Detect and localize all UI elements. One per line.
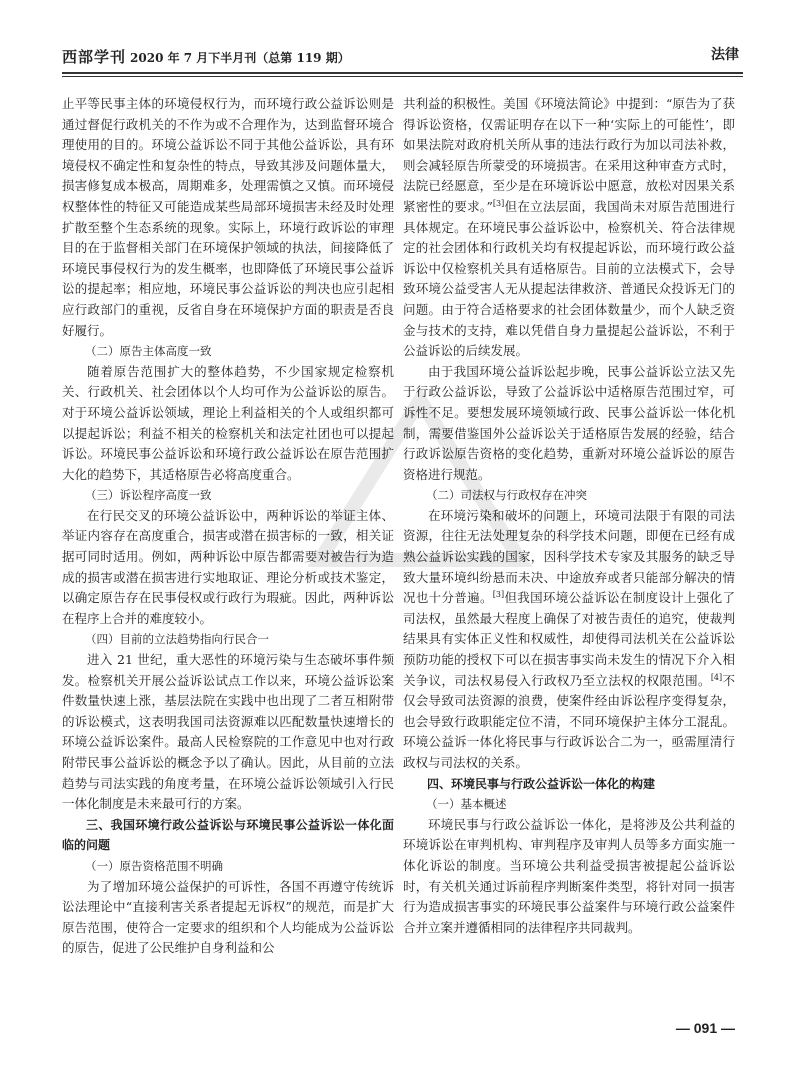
paragraph: 进入 21 世纪，重大恶性的环境污染与生态破坏事件频发。检察机关开展公益诉讼试点工作以来，环境公益诉讼案件数量快速上涨，基层法院在实践中也出现了二者互相附带的诉讼模式，这表明我国司法资源难以匹配数量快速增长的环境公益诉讼案件。最高人民检察院的工作意见中也对行政附带民事公益诉讼的概念予以了确认。因此，从目前的立法趋势与司法实践的角度考量，在环境公益诉讼领域引入行民一体化制度是未来最可行的方案。 (62, 652, 394, 812)
paragraph: 随着原告范围扩大的整体趋势，不少国家规定检察机关、行政机关、社会团体以个人均可作为公益诉讼的原告。对于环境公益诉讼领域，理论上利益相关的个人或组织都可以提起诉讼；利益不相关的检察机关和法定社团也可以提起诉讼。环境民事公益诉讼和环境行政公益诉讼在原告范围扩大化的趋势下，其适格原告必将高度重合。 (62, 363, 394, 482)
section-heading: 四、环境民事与行政公益诉讼一体化的构建 (427, 776, 656, 791)
header-rule (62, 76, 743, 77)
subsection-heading: （一）基本概述 (426, 797, 507, 812)
section-heading: 三、我国环境行政公益诉讼与环境民事公益诉讼一体化面临的问题 (62, 817, 394, 853)
running-header (62, 44, 743, 74)
text-run: 共利益的积极性。美国《环境法简论》中提到：“原告为了获得诉讼资格，仅需证明存在以下一种‘实际上的可能性’，即如果法院对政府机关所从事的违法行政行为加以司法补救，则会减轻原告所蒙受的环境损害。在采用这种审查方式时，法院已经愿意，至少是在环境诉讼中愿意，放松对因果关系紧密性的要求。” (403, 96, 735, 214)
text-run: 但我国环境公益诉讼在制度设计上强化了司法权，虽然最大程度上确保了对被告责任的追究，使裁判结果具有实体正义性和权威性，却使得司法机关在公益诉讼预防功能的授权下可以在损害事实尚未发生的情况下介入相关争议，司法权易侵入行政权乃至立法权的权限范围。 (403, 590, 735, 688)
subsection-heading: （三）诉讼程序高度一致 (85, 488, 212, 503)
text-run: 不仅会导致司法资源的浪费，使案件经由诉讼程序变得复杂，也会导致行政职能定位不清，不同环境保护主体分工混乱。环境公益诉一体化将民事与行政诉讼合二为一，亟需厘清行政权与司法权的关系。 (403, 672, 735, 770)
paragraph: 止平等民事主体的环境侵权行为，而环境行政公益诉讼则是通过督促行政机关的不作为或不合理作为，达到监督环境合理使用的目的。环境公益诉讼不同于其他公益诉讼，具有环境侵权不确定性和复杂性的特点，导致其涉及问题体量大，损害修复成本极高，周期难多，处理需慎之又慎。而环境侵权整体性的特征又可能造成某些局部环境损害未经及时处理扩散至整个生态系统的现象。实际上，环境行政诉讼的审理目的在于监督相关部门在环境保护领域的执法，间接降低了环境民事侵权行为的发生概率，也即降低了环境民事公益诉讼的提起率；相应地，环境民事公益诉讼的判决也应引起相应行政部门的重视，反省自身在环境保护方面的职责是否良好履行。 (62, 96, 394, 338)
left-column (62, 94, 394, 959)
right-column (403, 94, 735, 938)
paragraph: 由于我国环境公益诉讼起步晚，民事公益诉讼立法又先于行政公益诉讼，导致了公益诉讼中适格原告范围过窄，可诉性不足。要想发展环境领域行政、民事公益诉讼一体化机制，需要借鉴国外公益诉讼关于适格原告发展的经验，结合行政诉讼原告资格的变化趋势，重新对环境公益诉讼的原告资格进行规范。 (403, 363, 735, 482)
text-run: 在环境污染和破坏的问题上，环境司法限于有限的司法资源，往往无法处理复杂的科学技术问题，即便在已经有成熟公益诉讼实践的国家，因科学技术专家及其服务的缺乏导致大量环境纠纷悬而未决、中途放弃或者只能部分解决的情况也十分普遍。 (403, 507, 735, 606)
paragraph: 在行民交叉的环境公益诉讼中，两种诉讼的举证主体、举证内容存在高度重合，损害或潜在损害标的一致，相关证据可同时适用。例如，两种诉讼中原告都需要对被告行为造成的损害或潜在损害进行实地取证、理论分析或技术鉴定，以确定原告存在民事侵权或行政行为瑕疵。因此，两种诉讼在程序上合并的难度较小。 (62, 507, 394, 626)
citation-ref: [3] (492, 590, 505, 600)
citation-ref: [3] (492, 198, 505, 208)
text-run: 但在立法层面，我国尚未对原告范围进行具体规定。在环境民事公益诉讼中，检察机关、符合法律规定的社会团体和行政机关均有权提起诉讼，而环境行政公益诉讼中仅检察机关具有适格原告。目前的立法模式下，会导致环境公益受害人无从提起法律救济、普通民众投诉无门的问题。由于符合适格要求的社会团体数量少，而个人缺乏资金与技术的支持，难以凭借自身力量提起公益诉讼，不利于公益诉讼的后续发展。 (403, 198, 735, 359)
paragraph: 为了增加环境公益保护的可诉性，各国不再遵守传统诉讼法理论中“直接利害关系者提起无诉权”的规范，而是扩大原告范围，使符合一定要求的组织和个人均能成为公益诉讼的原告，促进了公民维护自身利益和公 (62, 878, 394, 956)
subsection-heading: （四）目前的立法趋势指向行民合一 (85, 632, 269, 647)
journal-name: 西部学刊 (62, 48, 127, 66)
subsection-heading: （二）原告主体高度一致 (85, 344, 212, 359)
paragraph (403, 94, 735, 362)
paragraph: 环境民事与行政公益诉讼一体化，是将涉及公共利益的环境诉讼在审判机构、审判程序及审判人员等多方面实施一体化诉讼的制度。当环境公共利益受损害被提起公益诉讼时，有关机关通过诉前程序判断案件类型，将针对同一损害行为造成损害事实的环境民事公益案件与环境行政公益案件合并立案并遵循相同的法律程序共同裁判。 (403, 816, 735, 935)
subsection-heading: （一）原告资格范围不明确 (85, 858, 223, 873)
section-label: 法律 (711, 47, 739, 63)
page-number: — 091 — (675, 1020, 735, 1036)
subsection-heading: （二）司法权与行政权存在冲突 (426, 488, 587, 503)
issue-info: 2020 年 7 月下半月刊（总第 119 期） (130, 51, 350, 65)
journal-info (62, 46, 350, 67)
citation-ref: [4] (710, 672, 723, 682)
paragraph (403, 506, 735, 774)
